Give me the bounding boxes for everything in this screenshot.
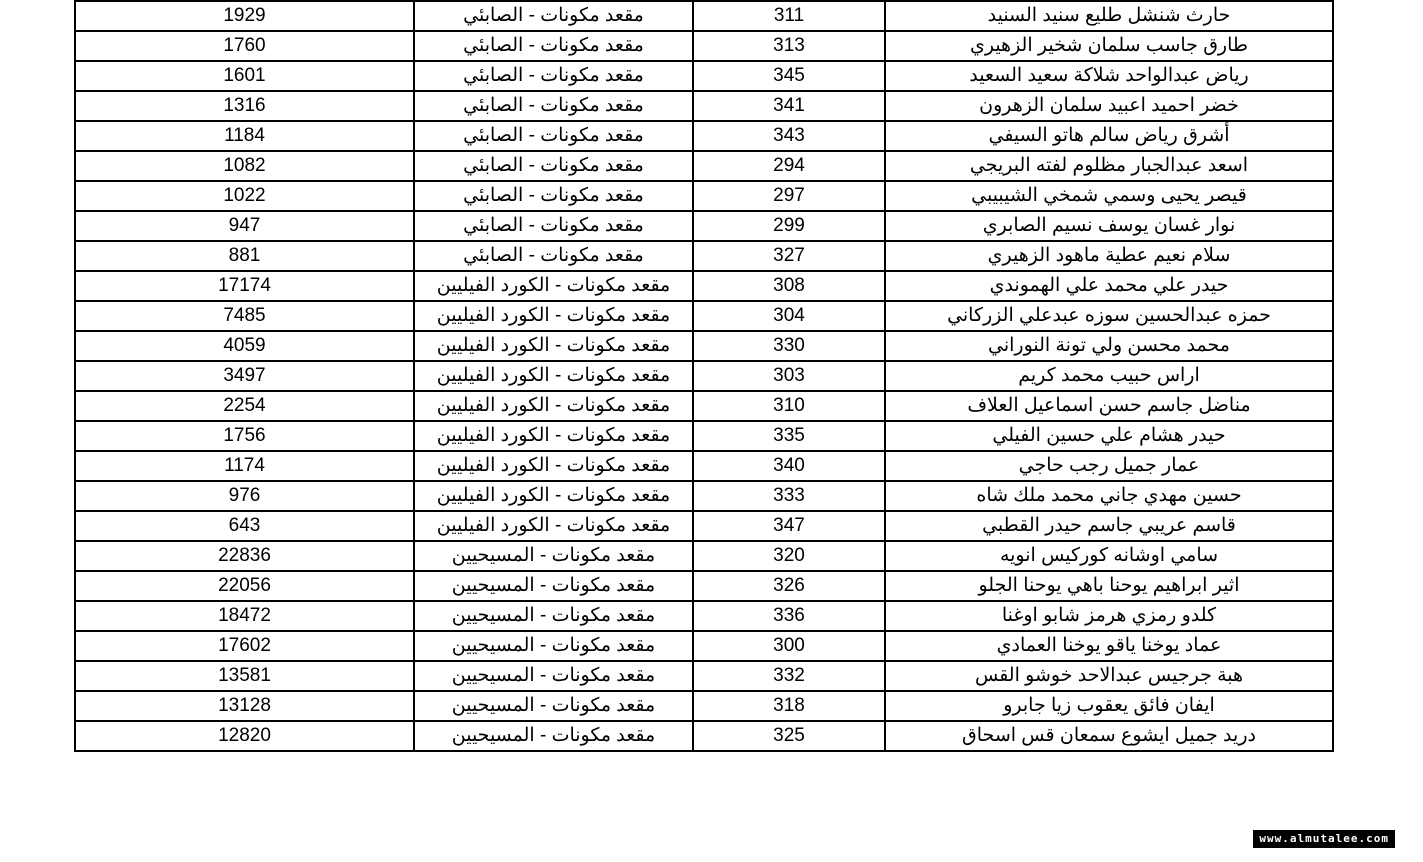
seat-cell: مقعد مكونات - الصابئي xyxy=(414,91,693,121)
candidate-name-cell: دريد جميل ايشوع سمعان قس اسحاق xyxy=(885,721,1333,751)
candidate-name-cell: محمد محسن ولي تونة النوراني xyxy=(885,331,1333,361)
seat-cell: مقعد مكونات - الكورد الفيليين xyxy=(414,511,693,541)
candidate-name-cell: اسعد عبدالجبار مظلوم لفته البريجي xyxy=(885,151,1333,181)
candidate-name-cell: ايفان فائق يعقوب زيا جابرو xyxy=(885,691,1333,721)
candidate-number-cell: 345 xyxy=(693,61,885,91)
votes-cell: 1184 xyxy=(75,121,414,151)
candidate-name-cell: أشرق رياض سالم هاتو السيفي xyxy=(885,121,1333,151)
candidate-name-cell: رياض عبدالواحد شلاكة سعيد السعيد xyxy=(885,61,1333,91)
candidate-name-cell: حارث شنشل طليع سنيد السنيد xyxy=(885,1,1333,31)
table-row xyxy=(75,91,1333,121)
candidate-name-cell: مناضل جاسم حسن اسماعيل العلاف xyxy=(885,391,1333,421)
results-table-body xyxy=(75,1,1333,751)
seat-cell: مقعد مكونات - المسيحيين xyxy=(414,601,693,631)
votes-cell: 7485 xyxy=(75,301,414,331)
candidate-name-cell: عماد يوخنا ياقو يوخنا العمادي xyxy=(885,631,1333,661)
candidate-name-cell: كلدو رمزي هرمز شابو اوغنا xyxy=(885,601,1333,631)
seat-cell: مقعد مكونات - الكورد الفيليين xyxy=(414,271,693,301)
votes-cell: 17174 xyxy=(75,271,414,301)
candidate-name-cell: حمزه عبدالحسين سوزه عبدعلي الزركاني xyxy=(885,301,1333,331)
candidate-number-cell: 326 xyxy=(693,571,885,601)
candidate-number-cell: 308 xyxy=(693,271,885,301)
seat-cell: مقعد مكونات - الكورد الفيليين xyxy=(414,331,693,361)
votes-cell: 1174 xyxy=(75,451,414,481)
seat-cell: مقعد مكونات - المسيحيين xyxy=(414,631,693,661)
candidate-name-cell: خضر احميد اعبيد سلمان الزهرون xyxy=(885,91,1333,121)
candidate-name-cell: قاسم عريبي جاسم حيدر القطبي xyxy=(885,511,1333,541)
candidate-number-cell: 327 xyxy=(693,241,885,271)
candidate-number-cell: 297 xyxy=(693,181,885,211)
results-table xyxy=(74,0,1334,752)
candidate-number-cell: 347 xyxy=(693,511,885,541)
votes-cell: 22836 xyxy=(75,541,414,571)
votes-cell: 1316 xyxy=(75,91,414,121)
votes-cell: 1082 xyxy=(75,151,414,181)
candidate-name-cell: هبة جرجيس عبدالاحد خوشو القس xyxy=(885,661,1333,691)
table-row xyxy=(75,691,1333,721)
candidate-number-cell: 335 xyxy=(693,421,885,451)
candidate-number-cell: 318 xyxy=(693,691,885,721)
votes-cell: 947 xyxy=(75,211,414,241)
votes-cell: 1929 xyxy=(75,1,414,31)
candidate-name-cell: اراس حبيب محمد كريم xyxy=(885,361,1333,391)
votes-cell: 17602 xyxy=(75,631,414,661)
candidate-number-cell: 320 xyxy=(693,541,885,571)
votes-cell: 976 xyxy=(75,481,414,511)
seat-cell: مقعد مكونات - الصابئي xyxy=(414,1,693,31)
candidate-name-cell: قيصر يحيى وسمي شمخي الشيبيبي xyxy=(885,181,1333,211)
candidate-number-cell: 341 xyxy=(693,91,885,121)
seat-cell: مقعد مكونات - الصابئي xyxy=(414,211,693,241)
table-row xyxy=(75,481,1333,511)
table-row xyxy=(75,241,1333,271)
candidate-name-cell: سامي اوشانه كوركيس انويه xyxy=(885,541,1333,571)
candidate-number-cell: 336 xyxy=(693,601,885,631)
seat-cell: مقعد مكونات - الصابئي xyxy=(414,31,693,61)
seat-cell: مقعد مكونات - المسيحيين xyxy=(414,661,693,691)
table-row xyxy=(75,661,1333,691)
votes-cell: 1756 xyxy=(75,421,414,451)
table-row xyxy=(75,631,1333,661)
candidate-name-cell: طارق جاسب سلمان شخير الزهيري xyxy=(885,31,1333,61)
votes-cell: 3497 xyxy=(75,361,414,391)
candidate-number-cell: 332 xyxy=(693,661,885,691)
votes-cell: 12820 xyxy=(75,721,414,751)
candidate-name-cell: حسين مهدي جاني محمد ملك شاه xyxy=(885,481,1333,511)
candidate-number-cell: 299 xyxy=(693,211,885,241)
site-watermark: www.almutalee.com xyxy=(1253,830,1395,848)
seat-cell: مقعد مكونات - المسيحيين xyxy=(414,571,693,601)
table-row xyxy=(75,391,1333,421)
candidate-name-cell: حيدر علي محمد علي الهموندي xyxy=(885,271,1333,301)
table-row xyxy=(75,1,1333,31)
candidate-name-cell: نوار غسان يوسف نسيم الصابري xyxy=(885,211,1333,241)
candidate-number-cell: 343 xyxy=(693,121,885,151)
table-row xyxy=(75,511,1333,541)
table-row xyxy=(75,571,1333,601)
table-row xyxy=(75,331,1333,361)
table-row xyxy=(75,451,1333,481)
table-row xyxy=(75,301,1333,331)
votes-cell: 1601 xyxy=(75,61,414,91)
seat-cell: مقعد مكونات - الكورد الفيليين xyxy=(414,391,693,421)
votes-cell: 13128 xyxy=(75,691,414,721)
candidate-number-cell: 300 xyxy=(693,631,885,661)
candidate-name-cell: اثير ابراهيم يوحنا باهي يوحنا الجلو xyxy=(885,571,1333,601)
seat-cell: مقعد مكونات - الكورد الفيليين xyxy=(414,451,693,481)
candidate-number-cell: 325 xyxy=(693,721,885,751)
candidate-name-cell: سلام نعيم عطية ماهود الزهيري xyxy=(885,241,1333,271)
table-row xyxy=(75,31,1333,61)
votes-cell: 13581 xyxy=(75,661,414,691)
seat-cell: مقعد مكونات - المسيحيين xyxy=(414,691,693,721)
candidate-number-cell: 294 xyxy=(693,151,885,181)
table-row xyxy=(75,361,1333,391)
table-row xyxy=(75,271,1333,301)
table-row xyxy=(75,181,1333,211)
candidate-number-cell: 313 xyxy=(693,31,885,61)
seat-cell: مقعد مكونات - الكورد الفيليين xyxy=(414,301,693,331)
seat-cell: مقعد مكونات - الكورد الفيليين xyxy=(414,421,693,451)
table-row xyxy=(75,601,1333,631)
candidate-name-cell: حيدر هشام علي حسين الفيلي xyxy=(885,421,1333,451)
seat-cell: مقعد مكونات - الكورد الفيليين xyxy=(414,361,693,391)
votes-cell: 643 xyxy=(75,511,414,541)
candidate-number-cell: 333 xyxy=(693,481,885,511)
votes-cell: 1760 xyxy=(75,31,414,61)
table-row xyxy=(75,211,1333,241)
candidate-number-cell: 340 xyxy=(693,451,885,481)
candidate-number-cell: 303 xyxy=(693,361,885,391)
table-row xyxy=(75,151,1333,181)
seat-cell: مقعد مكونات - المسيحيين xyxy=(414,721,693,751)
candidate-number-cell: 310 xyxy=(693,391,885,421)
candidate-number-cell: 311 xyxy=(693,1,885,31)
votes-cell: 22056 xyxy=(75,571,414,601)
seat-cell: مقعد مكونات - الصابئي xyxy=(414,121,693,151)
votes-cell: 881 xyxy=(75,241,414,271)
candidate-name-cell: عمار جميل رجب حاجي xyxy=(885,451,1333,481)
votes-cell: 18472 xyxy=(75,601,414,631)
seat-cell: مقعد مكونات - الصابئي xyxy=(414,181,693,211)
table-row xyxy=(75,721,1333,751)
seat-cell: مقعد مكونات - الصابئي xyxy=(414,151,693,181)
votes-cell: 2254 xyxy=(75,391,414,421)
candidate-number-cell: 330 xyxy=(693,331,885,361)
seat-cell: مقعد مكونات - الصابئي xyxy=(414,61,693,91)
table-row xyxy=(75,121,1333,151)
candidate-number-cell: 304 xyxy=(693,301,885,331)
seat-cell: مقعد مكونات - المسيحيين xyxy=(414,541,693,571)
table-row xyxy=(75,421,1333,451)
votes-cell: 1022 xyxy=(75,181,414,211)
votes-cell: 4059 xyxy=(75,331,414,361)
seat-cell: مقعد مكونات - الصابئي xyxy=(414,241,693,271)
results-table-container xyxy=(74,0,1332,752)
seat-cell: مقعد مكونات - الكورد الفيليين xyxy=(414,481,693,511)
table-row xyxy=(75,541,1333,571)
table-row xyxy=(75,61,1333,91)
